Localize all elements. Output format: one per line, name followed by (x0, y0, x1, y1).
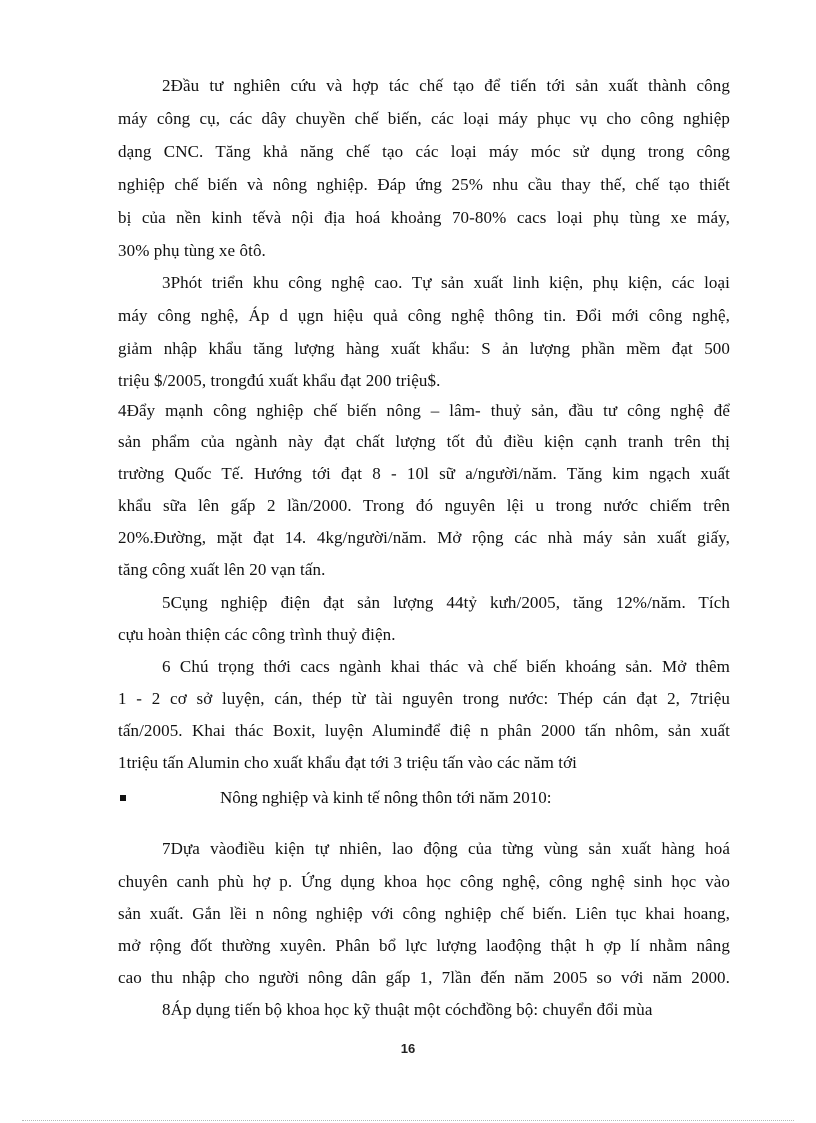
text-line: cao thu nhập cho người nông dân gấp 1, 7lần đến năm 2005 so với năm 2000. (118, 968, 730, 987)
text-line: triệu $/2005, trongđú xuất khẩu đạt 200 triệu$. (118, 371, 441, 390)
text-line: máy công nghệ, Áp d ụgn hiệu quả công nghệ thông tin. Đổi mới công nghệ, (118, 306, 730, 325)
text-line: 4Đẩy mạnh công nghiệp chế biến nông – lâm- thuỷ sản, đầu tư công nghệ để (118, 401, 730, 420)
text-line: tấn/2005. Khai thác Boxit, luyện Aluminđể điệ n phân 2000 tấn nhôm, sản xuất (118, 721, 730, 740)
section-heading: Nông nghiệp và kinh tế nông thôn tới năm 2010: (220, 788, 552, 807)
text-line: cựu hoàn thiện các công trình thuỷ điện. (118, 625, 396, 644)
page-bottom-divider (22, 1120, 794, 1121)
text-line: giảm nhập khẩu tăng lượng hàng xuất khẩu: S ản lượng phần mềm đạt 500 (118, 339, 730, 358)
text-line: 5Cụng nghiệp điện đạt sản lượng 44tỷ kưh/2005, tăng 12%/năm. Tích (162, 593, 730, 612)
text-line: 1 - 2 cơ sở luyện, cán, thép từ tài nguyên trong nước: Thép cán đạt 2, 7triệu (118, 689, 730, 708)
text-line: 1triệu tấn Alumin cho xuất khẩu đạt tới 3 triệu tấn vào các năm tới (118, 753, 578, 772)
square-bullet-icon (120, 795, 126, 801)
text-line: bị của nền kinh tếvà nội địa hoá khoảng 70-80% cacs loại phụ tùng xe máy, (118, 208, 730, 227)
text-line: sản phẩm của ngành này đạt chất lượng tốt đủ điều kiện cạnh tranh trên thị (118, 432, 730, 451)
text-line: 3Phót triển khu công nghệ cao. Tự sản xuất linh kiện, phụ kiện, các loại (162, 273, 730, 292)
text-line: máy công cụ, các dây chuyền chế biến, các loại máy phục vụ cho công nghiệp (118, 109, 730, 128)
text-line: mở rộng đốt thường xuyên. Phân bổ lực lượng laođộng thật h ợp lí nhằm nâng (118, 936, 730, 955)
text-line: khẩu sữa lên gấp 2 lần/2000. Trong đó nguyên lệi u trong nước chiếm trên (118, 496, 730, 515)
text-line: 6 Chú trọng thới cacs ngành khai thác và chế biến khoáng sản. Mở thêm (162, 657, 730, 676)
text-line: 30% phụ tùng xe ôtô. (118, 241, 266, 260)
text-line: 20%.Đường, mặt đạt 14. 4kg/người/năm. Mở rộng các nhà máy sản xuất giấy, (118, 528, 730, 547)
text-line: nghiệp chế biến và nông nghiệp. Đáp ứng 25% nhu cầu thay thế, chế tạo thiết (118, 175, 730, 194)
text-line: sản xuất. Gắn lềi n nông nghiệp với công nghiệp chế biến. Liên tục khai hoang, (118, 904, 730, 923)
text-line: trường Quốc Tế. Hướng tới đạt 8 - 10l sữ a/người/năm. Tăng kim ngạch xuất (118, 464, 730, 483)
text-line: 2Đầu tư nghiên cứu và hợp tác chế tạo để tiến tới sản xuất thành công (162, 76, 730, 95)
page-number: 16 (400, 1041, 416, 1056)
text-line: dạng CNC. Tăng khả năng chế tạo các loại máy móc sử dụng trong công (118, 142, 730, 161)
text-line: 8Áp dụng tiến bộ khoa học kỹ thuật một cóchđồng bộ: chuyển đổi mùa (162, 1000, 653, 1019)
bullet-heading-row (118, 787, 730, 809)
text-line: tăng công xuất lên 20 vạn tấn. (118, 560, 326, 579)
text-line: chuyên canh phù hợ p. Ứng dụng khoa học công nghệ, công nghệ sinh học vào (118, 872, 730, 891)
text-line: 7Dựa vàođiều kiện tự nhiên, lao động của từng vùng sản xuất hàng hoá (162, 839, 730, 858)
